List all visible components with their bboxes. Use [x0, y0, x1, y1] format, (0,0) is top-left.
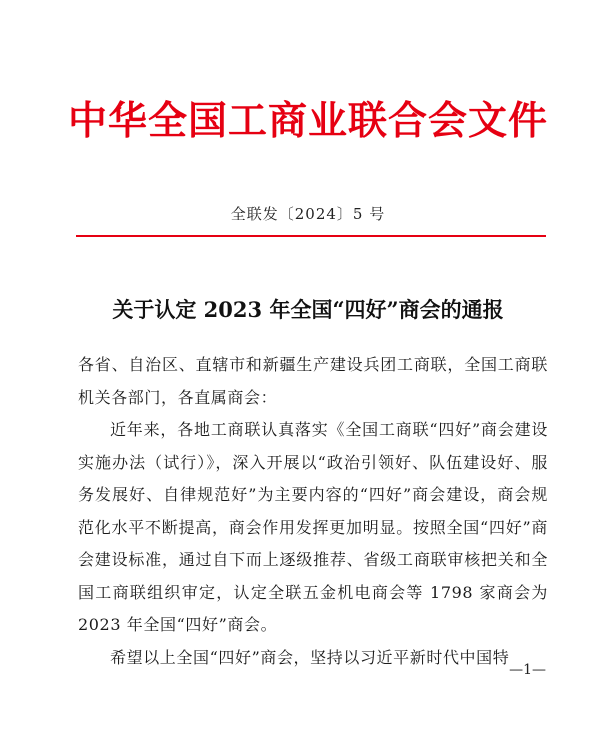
page-number: —1— — [509, 662, 546, 678]
salutation: 各省、自治区、直辖市和新疆生产建设兵团工商联，全国工商联机关各部门，各直属商会： — [78, 355, 548, 407]
document-number: 全联发〔2024〕5 号 — [230, 205, 386, 223]
body-paragraph: 近年来，各地工商联认真落实《全国工商联“四好”商会建设实施办法（试行）》，深入开展以“政治引领好、队伍建设好、服务发展好、自律规范好”为主要内容的“四好”商会建设，商会规范化水平不断提高，商会作用发挥更加明显。按照全国“四好”商会建设标准，通过自下而上逐级推荐、省级工商联审核把关和全国工商联组织审定，认定全联五金机电商会等 1798 家商会为 2023 年全国“四好”商会。 — [78, 420, 548, 634]
red-divider-line — [76, 235, 546, 237]
body-text — [78, 349, 548, 674]
body-paragraph: 希望以上全国“四好”商会，坚持以习近平新时代中国特 — [110, 647, 510, 667]
issuer-header-title: 中华全国工商业联合会文件 — [67, 99, 548, 144]
notice-title: 关于认定 2023 年全国“四好”商会的通报 — [112, 297, 504, 322]
